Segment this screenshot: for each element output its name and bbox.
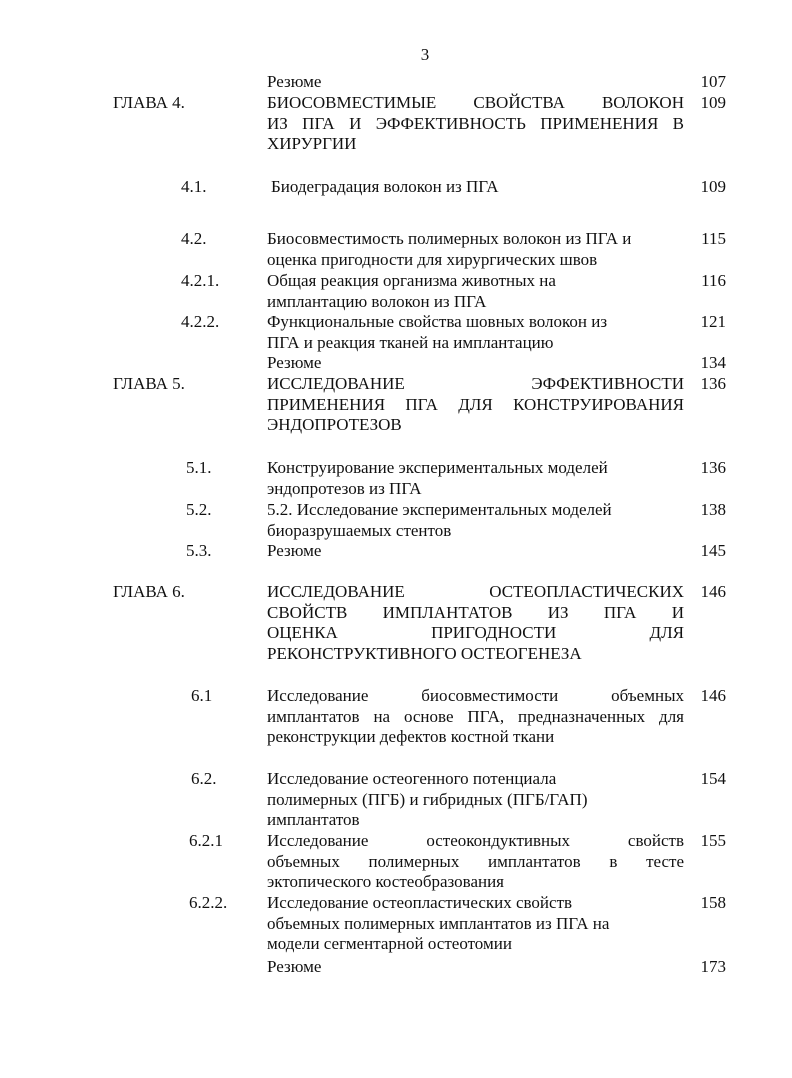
toc-entry-label: 6.2.2.	[189, 893, 228, 912]
toc-entry-page: 158	[700, 893, 726, 912]
toc-entry-label: 4.2.1.	[181, 271, 220, 290]
toc-entry-page: 121	[700, 312, 726, 331]
toc-entry-title: Конструирование экспериментальных моделей эндопротезов из ПГА	[267, 458, 608, 498]
toc-entry-label: 5.2.	[186, 500, 212, 519]
toc-entry-label: 6.2.1	[189, 831, 223, 850]
toc-entry-label: ГЛАВА 6.	[113, 582, 185, 601]
toc-entry-label: 5.3.	[186, 541, 212, 560]
toc-entry-label: 4.1.	[181, 177, 207, 196]
toc-entry-page: 146	[700, 582, 726, 601]
toc-entry-title: Резюме	[267, 541, 322, 560]
toc-entry-page: 138	[700, 500, 726, 519]
toc-entry-title: Исследование остеогенного потенциала полимерных (ПГБ) и гибридных (ПГБ/ГАП) имплантатов	[267, 769, 588, 829]
toc-entry-page: 146	[700, 686, 726, 705]
toc-entry-title: Функциональные свойства шовных волокон из ПГА и реакция тканей на имплантацию	[267, 312, 608, 352]
toc-entry-label: 4.2.2.	[181, 312, 220, 331]
page-number: 3	[420, 45, 430, 64]
toc-entry-title: Исследование остеокондуктивных свойств объемных полимерных имплантатов в тесте эктопического костеобразования	[267, 831, 684, 891]
toc-entry-label: 5.1.	[186, 458, 212, 477]
toc-entry-title: Резюме	[267, 72, 322, 91]
toc-entry-title: Исследование биосовместимости объемных имплантатов на основе ПГА, предназначенных для реконструкции дефектов костной ткани	[267, 686, 684, 746]
toc-entry-title: Резюме	[267, 353, 322, 372]
toc-entry-page: 155	[700, 831, 726, 850]
toc-entry-title: ИССЛЕДОВАНИЕ ЭФФЕКТИВНОСТИ ПРИМЕНЕНИЯ ПГА ДЛЯ КОНСТРУИРОВАНИЯ ЭНДОПРОТЕЗОВ	[267, 374, 684, 434]
toc-entry-title: Биосовместимость полимерных волокон из ПГА и оценка пригодности для хирургических швов	[267, 229, 632, 269]
toc-entry-page: 136	[700, 458, 726, 477]
toc-entry-page: 136	[700, 374, 726, 393]
toc-entry-page: 115	[701, 229, 726, 248]
toc-entry-page: 173	[700, 957, 726, 976]
toc-entry-page: 154	[700, 769, 726, 788]
toc-entry-page: 145	[700, 541, 726, 560]
toc-entry-title: 5.2. Исследование экспериментальных моделей биоразрушаемых стентов	[267, 500, 612, 540]
toc-entry-label: 6.2.	[191, 769, 217, 788]
toc-entry-page: 134	[700, 353, 726, 372]
toc-entry-title: Исследование остеопластических свойств объемных полимерных имплантатов из ПГА на модели сегментарной остеотомии	[267, 893, 610, 953]
toc-entry-page: 116	[701, 271, 726, 290]
toc-entry-label: ГЛАВА 5.	[113, 374, 185, 393]
toc-entry-label: ГЛАВА 4.	[113, 93, 185, 112]
toc-entry-title: Общая реакция организма животных на имплантацию волокон из ПГА	[267, 271, 556, 311]
toc-entry-page: 109	[700, 177, 726, 196]
toc-entry-label: 4.2.	[181, 229, 207, 248]
toc-entry-title: Резюме	[267, 957, 322, 976]
toc-entry-page: 109	[700, 93, 726, 112]
toc-entry-title: Биодеградация волокон из ПГА	[271, 177, 499, 196]
toc-entry-title: БИОСОВМЕСТИМЫЕ СВОЙСТВА ВОЛОКОН ИЗ ПГА И ЭФФЕКТИВНОСТЬ ПРИМЕНЕНИЯ В ХИРУРГИИ	[267, 93, 684, 153]
toc-entry-title: ИССЛЕДОВАНИЕ ОСТЕОПЛАСТИЧЕСКИХ СВОЙСТВ ИМПЛАНТАТОВ ИЗ ПГА И ОЦЕНКА ПРИГОДНОСТИ ДЛЯ РЕКОНСТРУКТИВНОГО ОСТЕОГЕНЕЗА	[267, 582, 684, 663]
toc-entry-label: 6.1	[191, 686, 213, 705]
toc-entry-page: 107	[700, 72, 726, 91]
